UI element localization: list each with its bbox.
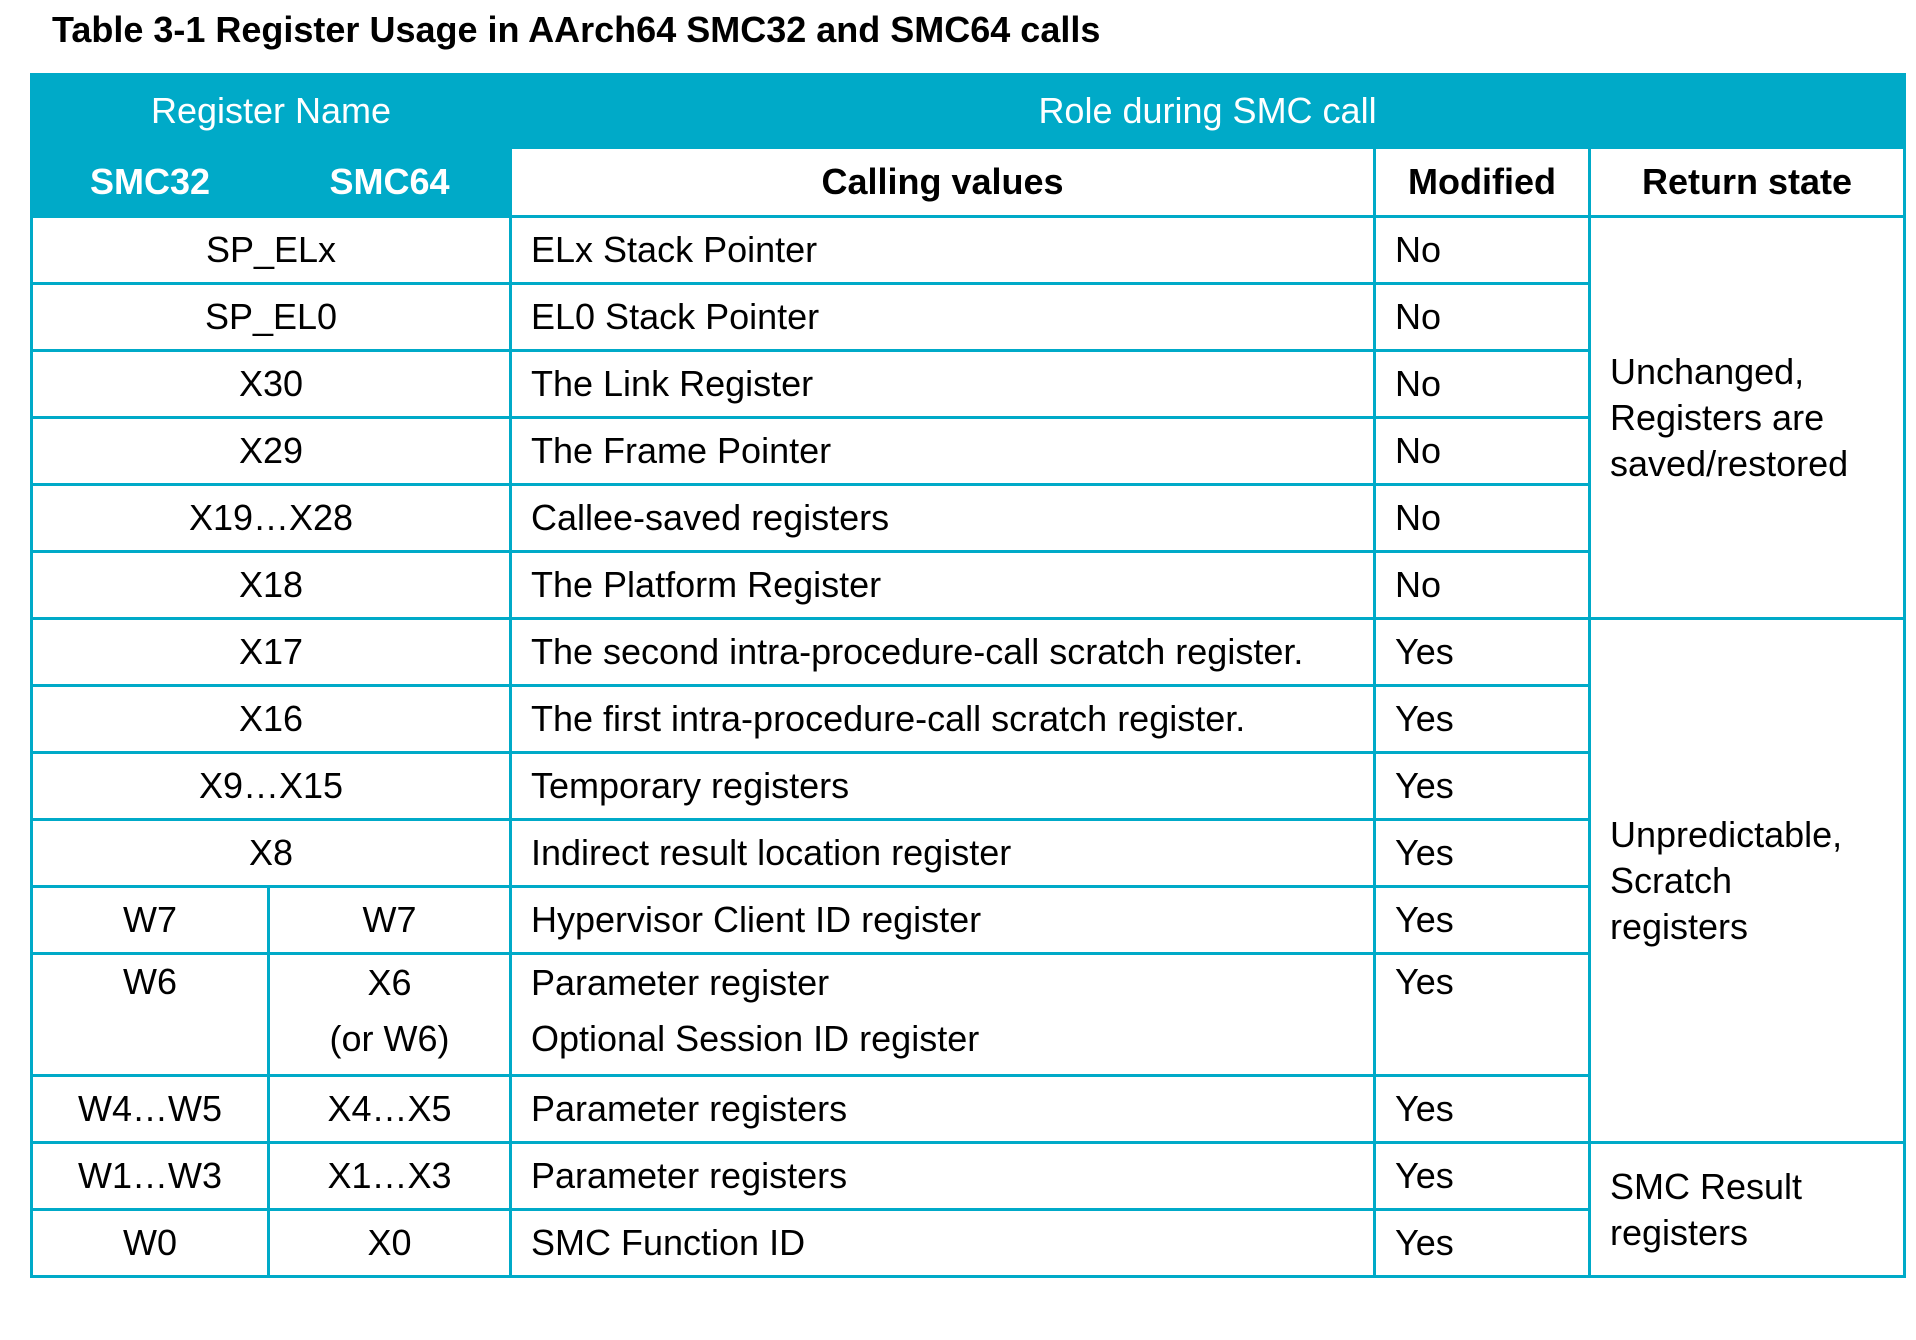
calling-value-cell: The Link Register [511, 351, 1375, 418]
calling-value-cell [511, 954, 1375, 1076]
modified-cell: Yes [1375, 820, 1590, 887]
modified-cell: Yes [1375, 1076, 1590, 1143]
calling-value-cell: The second intra-procedure-call scratch register. [511, 619, 1375, 686]
return-state-line: Registers are [1610, 396, 1825, 438]
modified-cell: No [1375, 351, 1590, 418]
modified-cell: Yes [1375, 753, 1590, 820]
calling-values-header: Calling values [511, 148, 1375, 217]
calling-value-cell: Temporary registers [511, 753, 1375, 820]
calling-value-cell: Parameter registers [511, 1143, 1375, 1210]
header-row-sub [32, 148, 1905, 217]
calling-value-cell: Parameter registers [511, 1076, 1375, 1143]
calling-value-cell: EL0 Stack Pointer [511, 284, 1375, 351]
calling-value-cell: Hypervisor Client ID register [511, 887, 1375, 954]
smc64-cell [269, 954, 511, 1076]
return-state-header: Return state [1590, 148, 1905, 217]
calling-value-cell: The Platform Register [511, 552, 1375, 619]
smc64-cell: W7 [269, 887, 511, 954]
register-usage-table [30, 73, 1906, 1278]
register-cell: X8 [32, 820, 511, 887]
role-header: Role during SMC call [511, 75, 1905, 148]
return-state-line: registers [1610, 905, 1749, 947]
return-state-line: Unchanged, [1610, 350, 1805, 392]
smc64-line: X6 [367, 962, 412, 1003]
smc64-line: (or W6) [329, 1018, 450, 1059]
calling-value-line: Optional Session ID register [531, 1018, 980, 1059]
modified-cell: No [1375, 552, 1590, 619]
modified-cell: Yes [1375, 887, 1590, 954]
return-state-unchanged [1590, 217, 1905, 619]
smc64-cell: X4…X5 [269, 1076, 511, 1143]
modified-cell: No [1375, 418, 1590, 485]
register-cell: X19…X28 [32, 485, 511, 552]
calling-value-cell: Callee-saved registers [511, 485, 1375, 552]
table-row [32, 1143, 1905, 1210]
calling-value-cell: The first intra-procedure-call scratch register. [511, 686, 1375, 753]
register-name-header: Register Name [32, 75, 511, 148]
modified-cell: Yes [1375, 954, 1590, 1076]
modified-cell: Yes [1375, 619, 1590, 686]
smc32-header: SMC32 [32, 148, 269, 217]
table-row [32, 619, 1905, 686]
smc64-header: SMC64 [269, 148, 511, 217]
return-state-line: Unpredictable, [1610, 813, 1843, 855]
modified-header: Modified [1375, 148, 1590, 217]
return-state-line: Scratch [1610, 859, 1733, 901]
return-state-line: saved/restored [1610, 442, 1849, 484]
register-cell: X30 [32, 351, 511, 418]
modified-cell: Yes [1375, 1210, 1590, 1277]
modified-cell: No [1375, 217, 1590, 284]
modified-cell: No [1375, 284, 1590, 351]
smc32-cell: W4…W5 [32, 1076, 269, 1143]
smc64-cell: X0 [269, 1210, 511, 1277]
return-state-unpredictable [1590, 619, 1905, 1143]
calling-value-cell: Indirect result location register [511, 820, 1375, 887]
smc32-cell: W0 [32, 1210, 269, 1277]
modified-cell: No [1375, 485, 1590, 552]
table-row [32, 217, 1905, 284]
header-row-top [32, 75, 1905, 148]
register-cell: X16 [32, 686, 511, 753]
register-cell: X18 [32, 552, 511, 619]
register-cell: SP_EL0 [32, 284, 511, 351]
modified-cell: Yes [1375, 686, 1590, 753]
smc32-cell: W6 [32, 954, 269, 1076]
return-state-smc-result [1590, 1143, 1905, 1277]
calling-value-line: Parameter register [531, 962, 830, 1003]
return-state-line: SMC Result [1610, 1165, 1803, 1207]
calling-value-cell: ELx Stack Pointer [511, 217, 1375, 284]
table-caption: Table 3-1 Register Usage in AArch64 SMC32 and SMC64 calls [52, 9, 1101, 50]
calling-value-cell: SMC Function ID [511, 1210, 1375, 1277]
modified-cell: Yes [1375, 1143, 1590, 1210]
register-cell: X29 [32, 418, 511, 485]
register-cell: X17 [32, 619, 511, 686]
register-cell: X9…X15 [32, 753, 511, 820]
smc32-cell: W1…W3 [32, 1143, 269, 1210]
smc64-cell: X1…X3 [269, 1143, 511, 1210]
calling-value-cell: The Frame Pointer [511, 418, 1375, 485]
register-cell: SP_ELx [32, 217, 511, 284]
return-state-line: registers [1610, 1211, 1749, 1253]
smc32-cell: W7 [32, 887, 269, 954]
